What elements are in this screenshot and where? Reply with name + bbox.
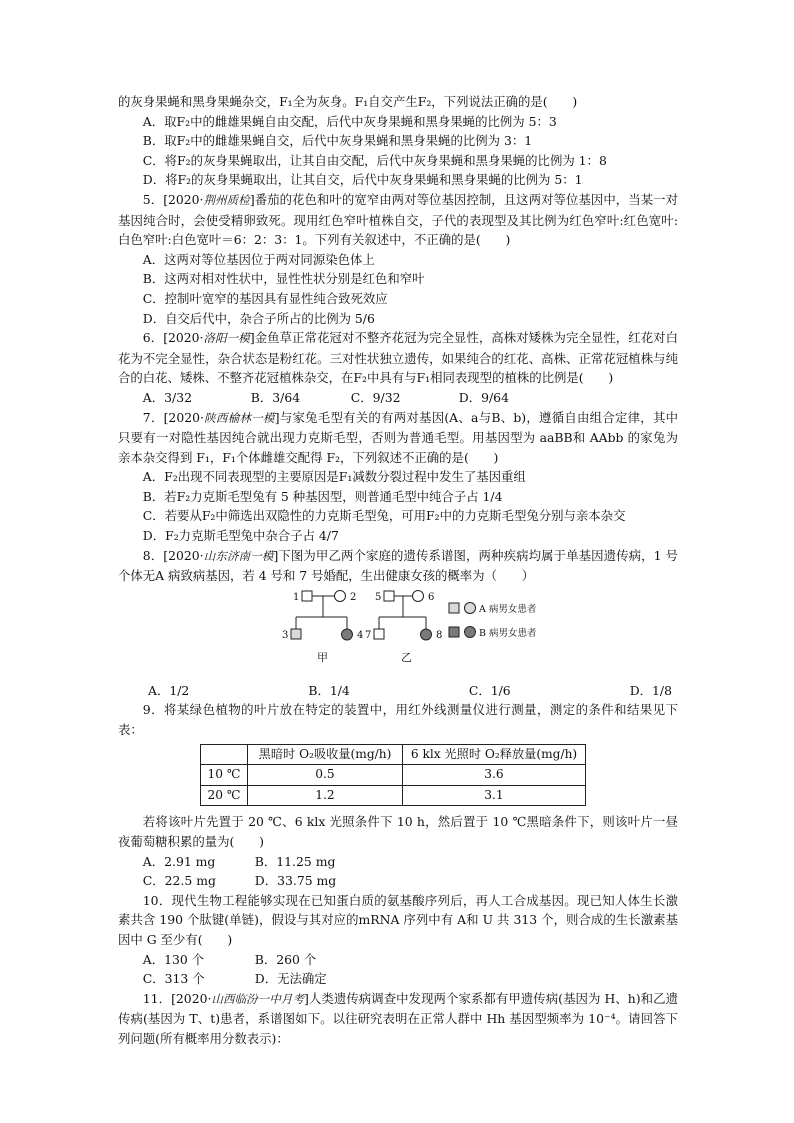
legend-a-female-icon xyxy=(465,602,476,613)
q10-stem: 10．现代生物工程能够实现在已知蛋白质的氨基酸序列后，再人工合成基因。现已知人体生长激素共含 190 个肽键(单链)，假设与其对应的mRNA 序列中有 A和 U 共 313 个，则合成的生长激素基因中 G 至少有( ) xyxy=(118,892,678,947)
q8-option-b: B．1/4 xyxy=(308,682,350,698)
q9-option-d: D．33.75 mg xyxy=(254,873,337,889)
q9-question: 若将该叶片先置于 20 ℃、6 klx 光照条件下 10 h，然后置于 10 ℃黑暗条件下，则该叶片一昼夜葡萄糖积累的量为( ) xyxy=(118,814,678,849)
q4-option-a: A．取F₂中的雌雄果蝇自由交配，后代中灰身果蝇和黑身果蝇的比例为 5：3 xyxy=(142,113,557,129)
q6-stem: 6．[2020·洛阳一模]金鱼草正常花冠对不整齐花冠为完全显性，高株对矮株为完全显性，红花对白花为不完全显性，杂合状态是粉红花。三对性状独立遗传，如果纯合的红花、高株、正常花冠植株与纯合的白花、矮株、不整齐花冠植株杂交，在F₂中具有与F₁相同表现型的植株的比例是( ) xyxy=(118,330,678,386)
q11-source: 山西临汾一中月考 xyxy=(211,991,305,1006)
q4-option-d: D．将F₂的灰身果蝇取出，让其自交，后代中灰身果蝇和黑身果蝇的比例为 5：1 xyxy=(142,172,583,188)
q8-option-c: C．1/6 xyxy=(468,682,511,698)
q4-option-c: C．将F₂的灰身果蝇取出，让其自由交配，后代中灰身果蝇和黑身果蝇的比例为 1：8 xyxy=(142,152,607,168)
table-header-cell xyxy=(201,744,248,765)
individual-8-female-b-affected xyxy=(421,629,432,640)
q10-option-c: C．313 个 xyxy=(142,971,205,987)
label-4: 4 xyxy=(357,629,364,641)
q7-source: 陕西榆林一模 xyxy=(203,410,275,425)
q7-option-a: A．F₂出现不同表现型的主要原因是F₁减数分裂过程中发生了基因重组 xyxy=(142,469,526,485)
table-cell: 20 ℃ xyxy=(201,785,248,806)
q7-option-c: C．若要从F₂中筛选出双隐性的力克斯毛型兔，可用F₂中的力克斯毛型兔分别与亲本杂交 xyxy=(142,508,626,524)
q6-option-b: B．3/64 xyxy=(250,389,301,405)
document-page xyxy=(118,92,678,1049)
table-cell: 3.6 xyxy=(403,765,586,786)
table-cell: 10 ℃ xyxy=(201,765,248,786)
q9-table xyxy=(200,744,586,807)
q6-option-d: D．9/64 xyxy=(458,389,509,405)
label-3: 3 xyxy=(282,629,289,641)
q10-options-row2 xyxy=(118,969,678,989)
q10-option-b: B．260 个 xyxy=(254,951,317,967)
label-7: 7 xyxy=(365,629,372,641)
q4-option-b: B．取F₂中的雌雄果蝇自交，后代中灰身果蝇和黑身果蝇的比例为 3：1 xyxy=(142,133,533,149)
q5-option-a: A．这两对等位基因位于两对同源染色体上 xyxy=(142,251,375,267)
q5-option-d: D．自交后代中，杂合子所占的比例为 5/6 xyxy=(142,310,375,326)
q6-options xyxy=(118,388,678,408)
individual-6-female xyxy=(413,590,424,601)
table-cell: 0.5 xyxy=(248,765,403,786)
label-8: 8 xyxy=(436,629,443,641)
q5-source: 荆州质检 xyxy=(203,192,250,207)
q10-options-row1 xyxy=(118,950,678,970)
q9-option-b: B．11.25 mg xyxy=(254,853,336,869)
label-2: 2 xyxy=(350,591,357,603)
individual-1-male xyxy=(302,591,312,601)
q5-option-c: C．控制叶宽窄的基因具有显性纯合致死效应 xyxy=(142,290,388,306)
label-6: 6 xyxy=(428,591,435,603)
q10-option-d: D．无法确定 xyxy=(254,971,327,987)
legend-a-male-icon xyxy=(449,603,459,613)
family-jia-label: 甲 xyxy=(317,650,328,664)
pedigree-diagram xyxy=(118,589,678,681)
individual-7-male xyxy=(374,629,384,639)
q8-options xyxy=(118,681,678,701)
q6-option-c: C．9/32 xyxy=(350,389,401,405)
q7-option-b: B．若F₂力克斯毛型兔有 5 种基因型，则普通毛型中纯合子占 1/4 xyxy=(142,488,503,504)
q5-option-b: B．这两对相对性状中，显性性状分别是红色和窄叶 xyxy=(142,271,425,287)
q10-option-a: A．130 个 xyxy=(142,951,205,967)
q8-option-d: D．1/8 xyxy=(629,682,672,698)
individual-2-female xyxy=(335,590,346,601)
legend-b-male-icon xyxy=(449,627,459,637)
table-header-cell: 6 klx 光照时 O₂释放量(mg/h) xyxy=(403,744,586,765)
q7-option-d: D．F₂力克斯毛型兔中杂合子占 4/7 xyxy=(142,528,339,544)
legend-b-label: B 病男女患者 xyxy=(479,627,537,639)
individual-5-male xyxy=(384,591,394,601)
q6-source: 洛阳一模 xyxy=(203,331,250,346)
q9-options-row2 xyxy=(118,871,678,891)
legend-b-female-icon xyxy=(465,626,476,637)
table-header-cell: 黑暗时 O₂吸收量(mg/h) xyxy=(248,744,403,765)
table-header-row xyxy=(201,744,586,765)
q9-options-row1 xyxy=(118,852,678,872)
q11-stem: 11．[2020·山西临汾一中月考]人类遗传病调查中发现两个家系都有甲遗传病(基因为 H、h)和乙遗传病(基因为 T、t)患者，系谱图如下。以往研究表明在正常人群中 Hh 基因型频率为 10⁻⁴。请回答下列问题(所有概率用分数表示)： xyxy=(118,990,678,1046)
individual-3-male-a-affected xyxy=(291,629,301,639)
q9-stem: 9．将某绿色植物的叶片放在特定的装置中，用红外线测量仪进行测量，测定的条件和结果见下表： xyxy=(118,702,678,738)
table-row xyxy=(201,785,586,806)
q9-option-a: A．2.91 mg xyxy=(142,853,216,869)
q8-option-a: A．1/2 xyxy=(148,682,190,698)
q6-option-a: A．3/32 xyxy=(142,389,192,405)
q4-stem: 的灰身果蝇和黑身果蝇杂交，F₁全为灰身。F₁自交产生F₂，下列说法正确的是( ) xyxy=(118,94,578,109)
q8-stem: 8．[2020·山东济南一模]下图为甲乙两个家庭的遗传系谱图，两种疾病均属于单基因遗传病，1 号个体无A 病致病基因，若 4 号和 7 号婚配，生出健康女孩的概率为（ ） xyxy=(118,547,678,584)
pedigree-figure xyxy=(118,589,678,681)
q9-option-c: C．22.5 mg xyxy=(142,873,216,889)
label-5: 5 xyxy=(375,591,382,603)
q8-source: 山东济南一模 xyxy=(203,548,274,563)
label-1: 1 xyxy=(293,591,300,603)
table-cell: 1.2 xyxy=(248,785,403,806)
q7-stem: 7．[2020·陕西榆林一模]与家兔毛型有关的有两对基因(A、a与B、b)，遵循自由组合定律，其中只要有一对隐性基因纯合就出现力克斯毛型，否则为普通毛型。用基因型为 aaBB和 AAbb 的家兔为亲本杂交得到 F₁，F₁个体雌雄交配得 F₂，下列叙述不正确的是( ) xyxy=(118,409,678,465)
family-yi-label: 乙 xyxy=(401,650,412,664)
individual-4-female-b-affected xyxy=(342,629,353,640)
table-row xyxy=(201,765,586,786)
legend-a-label: A 病男女患者 xyxy=(479,603,537,615)
table-cell: 3.1 xyxy=(403,785,586,806)
q5-stem: 5．[2020·荆州质检]番茄的花色和叶的宽窄由两对等位基因控制，且这两对等位基因中，当某一对基因纯合时，会使受精卵致死。现用红色窄叶植株自交，子代的表现型及其比例为红色窄叶:红色宽叶:白色窄叶:白色宽叶＝6：2：3：1。下列有关叙述中，不正确的是( ) xyxy=(118,191,678,248)
